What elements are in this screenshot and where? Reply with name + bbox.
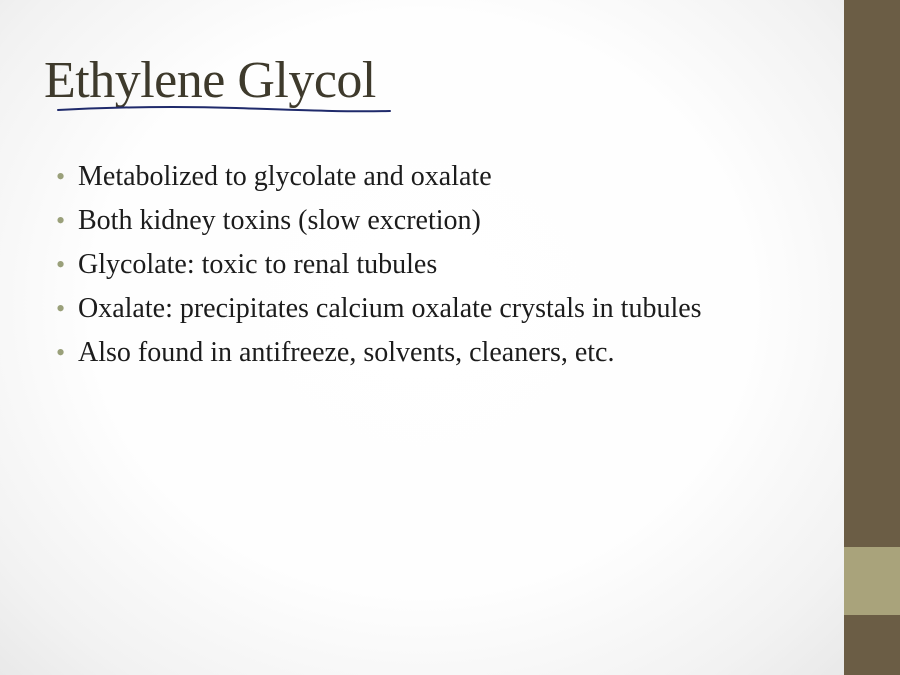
- bullet-item: [52, 290, 782, 327]
- side-decoration-accent: [844, 547, 900, 615]
- bullet-text: Oxalate: precipitates calcium oxalate crystals in tubules: [78, 293, 702, 324]
- bullet-item: [52, 246, 782, 283]
- bullet-text: Also found in antifreeze, solvents, cleaners, etc.: [78, 337, 615, 368]
- bullet-list: [52, 158, 782, 378]
- bullet-dot-icon: •: [56, 206, 66, 235]
- bullet-dot-icon: •: [56, 250, 66, 279]
- handwritten-underline: [56, 100, 396, 120]
- bullet-text: Metabolized to glycolate and oxalate: [78, 161, 492, 192]
- bullet-item: [52, 202, 782, 239]
- bullet-dot-icon: •: [56, 338, 66, 367]
- bullet-dot-icon: •: [56, 162, 66, 191]
- bullet-item: [52, 158, 782, 195]
- bullet-text: Both kidney toxins (slow excretion): [78, 205, 481, 236]
- bullet-dot-icon: •: [56, 294, 66, 323]
- bullet-item: [52, 334, 782, 371]
- slide-title: Ethylene Glycol: [44, 52, 376, 109]
- bullet-text: Glycolate: toxic to renal tubules: [78, 249, 438, 280]
